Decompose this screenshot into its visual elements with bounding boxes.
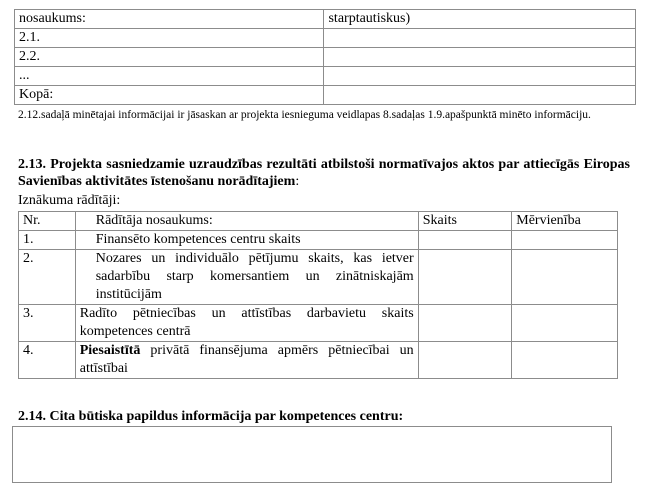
section-2-13-heading-colon: : [295,174,300,189]
row-indicator-name [75,342,418,379]
row-name-bold: Piesaistītā [79,343,141,358]
row-unit-cell [512,305,618,342]
table-cell: starptautiskus) [324,10,636,29]
row-indicator-name [75,250,418,305]
row-unit-cell [512,231,618,250]
table-cell: Kopā: [15,86,324,105]
row-indicator-name [75,231,418,250]
row-unit-cell [512,342,618,379]
header-count: Skaits [418,212,512,231]
row-name-text: Nozares un individuālo pētījumu skaits, kas ietver sadarbību starp komersantiem un zinātniskajām institūcijām [95,251,414,302]
row-indicator-name [75,305,418,342]
table-row [19,305,618,342]
row-unit-cell [512,250,618,305]
indicator-table [18,211,618,379]
funding-breakdown-body [15,10,636,105]
indicator-table-body [19,212,618,379]
header-nr: Nr. [19,212,76,231]
table-row [15,48,636,67]
table-row [15,10,636,29]
row-nr: 4. [19,342,76,379]
table-cell: 2.1. [15,29,324,48]
row-name-text: privātā finansējuma apmērs pētniecībai un attīstībai [79,343,414,376]
section-2-14-heading: 2.14. Cita būtiska papildus informācija par kompetences centru: [18,409,404,424]
table-cell [324,67,636,86]
table-row [19,342,618,379]
row-count-cell [418,305,512,342]
table-cell: nosaukums: [15,10,324,29]
section-2-13-heading-text: 2.13. Projekta sasniedzamie uzraudzības rezultāti atbilstoši normatīvajos aktos par attiecīgās Eiropas Savienības aktivitātes īstenošanu norādītajiem [18,157,630,189]
row-count-cell [418,231,512,250]
row-name-text: Radīto pētniecības un attīstības darbavietu skaits kompetences centrā [79,306,414,339]
row-nr: 2. [19,250,76,305]
row-name-text: Finansēto kompetences centru skaits [95,232,301,247]
header-unit: Mērvienība [512,212,618,231]
row-nr: 3. [19,305,76,342]
table-row [19,231,618,250]
row-count-cell [418,342,512,379]
footnote: 2.12.sadaļā minētajai informācijai ir jāsaskan ar projekta iesnieguma veidlapas 8.sadaļas 1.9.apašpunktā minēto informāciju. [18,109,591,121]
table-row [19,250,618,305]
additional-info-box [12,426,612,483]
table-cell [324,48,636,67]
table-row [15,29,636,48]
row-nr: 1. [19,231,76,250]
table-cell [324,86,636,105]
table-row [15,86,636,105]
table-row [15,67,636,86]
output-indicators-label: Iznākuma rādītāji: [18,193,121,208]
table-header-row [19,212,618,231]
table-cell [324,29,636,48]
section-2-13-heading [18,156,630,190]
table-cell: ... [15,67,324,86]
funding-breakdown-table [14,9,636,105]
table-cell: 2.2. [15,48,324,67]
row-count-cell [418,250,512,305]
header-indicator-name: Rādītāja nosaukums: [75,212,418,231]
